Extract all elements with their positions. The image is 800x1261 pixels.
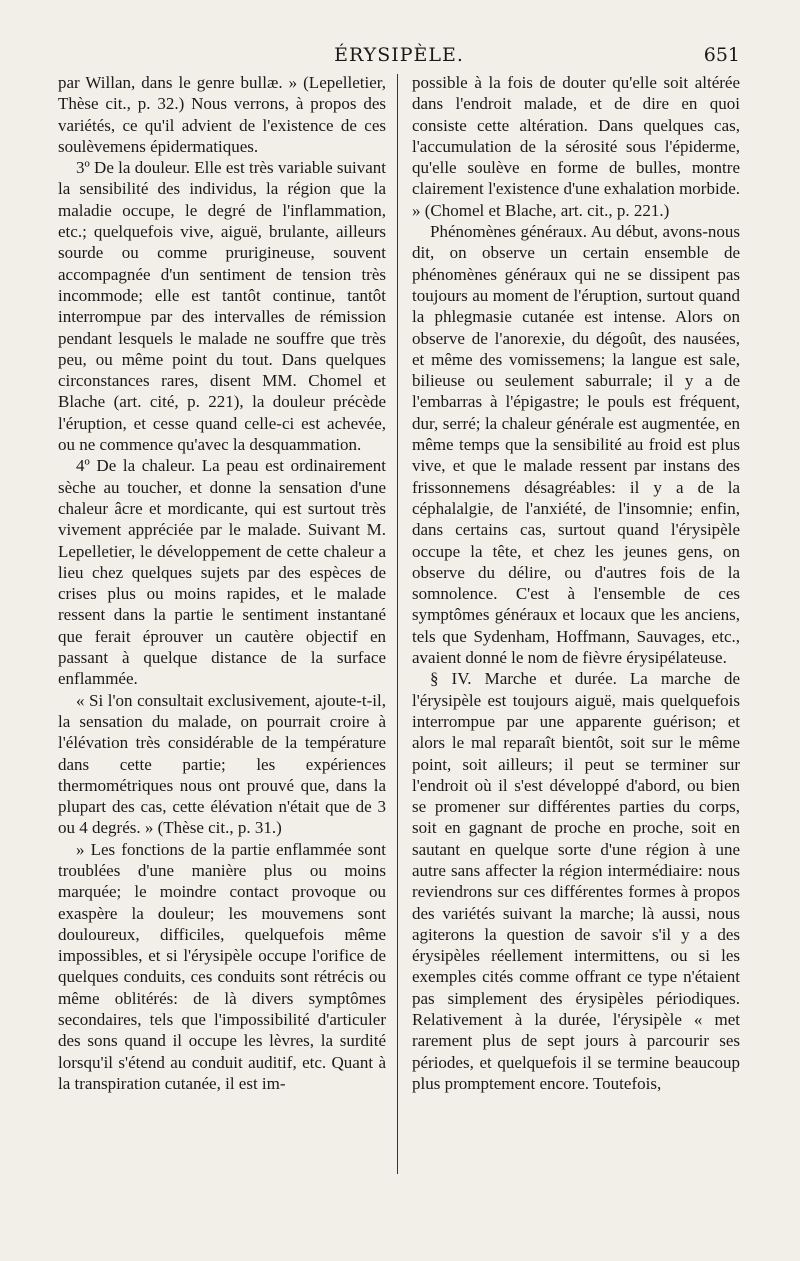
column-divider xyxy=(397,74,398,1174)
paragraph-continuation-right: possible à la fois de douter qu'elle soit altérée dans l'endroit malade, et de dire en quoi consiste cette altération. Dans quelques cas, l'accumulation de la sérosité sous l'épiderme, qu'elle soulève en forme de bulles, montre clairement l'existence d'une exhalation morbide. » (Chomel et Blache, art. cit., p. 221.) xyxy=(412,73,740,220)
paragraph-phenomenes-generaux: Phénomènes généraux. Au début, avons-nous dit, on observe un certain ensemble de phénomènes généraux qui ne se dissipent pas toujours au moment de l'éruption, surtout quand la phlegmasie cutanée est intense. Alors on observe de l'anorexie, du dégoût, des nausées, et même des vomissemens; la langue est sale, bilieuse ou seulement saburrale; il y a de l'embarras à l'épigastre; le pouls est fréquent, dur, serré; la chaleur générale est augmentée, en même temps que la sensibilité au froid est plus vive, et que le malade ressent par instans des frissonnemens désagréables: il y a de la céphalalgie, de l'anxiété, de l'insomnie; enfin, dans certains cas, surtout quand l'érysipèle occupe la tête, et chez les jeunes gens, on observe du délire, ou d'autres fois de la somnolence. C'est à l'ensemble de ces symptômes généraux et locaux que les anciens, tels que Sydenham, Hoffmann, Sauvages, etc., avaient donné le nom de fièvre érysipélateuse. xyxy=(412,222,740,668)
page-header xyxy=(58,44,740,70)
paragraph-fonctions: » Les fonctions de la partie enflammée sont troublées d'une manière plus ou moins marquée; le moindre contact provoque ou exaspère la douleur; les mouvemens sont douloureux, difficiles, quelquefois même impossibles, et si l'érysipèle occupe l'orifice de quelques conduits, ces conduits sont rétrécis ou même oblitérés: de là divers symptômes secondaires, tels que l'impossibilité d'articuler des sons quand il occupe les lèvres, la surdité lorsqu'il s'étend au conduit auditif, etc. Quant à la transpiration cutanée, il est im- xyxy=(58,839,386,1093)
right-column xyxy=(412,72,740,1094)
left-column xyxy=(58,72,386,1094)
paragraph-douleur: 3º De la douleur. Elle est très variable suivant la sensibilité des individus, la région que la maladie occupe, le degré de l'inflammation, etc.; quelquefois vive, aiguë, brulante, ailleurs sourde ou comme prurigineuse, souvent accompagnée d'un sentiment de tension très incommode; elle est tantôt continue, tantôt interrompue par des intervalles de rémission pendant lesquels le malade ne souffre que très peu, ou même point du tout. Dans quelques circonstances rares, disent MM. Chomel et Blache (art. cité, p. 221), la douleur précède l'éruption, et cesse quand celle-ci est achevée, ou ne commence qu'avec la desquammation. xyxy=(58,158,386,455)
paragraph-quote-lepelletier: « Si l'on consultait exclusivement, ajoute-t-il, la sensation du malade, on pourrait croire à l'élévation très considérable de la température dans cette partie; les expériences thermométriques nous ont prouvé que, dans la plupart des cas, cette élévation n'était que de 3 ou 4 degrés. » (Thèse cit., p. 31.) xyxy=(58,690,386,838)
page-number: 651 xyxy=(703,44,740,66)
paragraph-chaleur: 4º De la chaleur. La peau est ordinairement sèche au toucher, et donne la sensation d'une chaleur âcre et mordicante, qui est surtout très vivement appréciée par le malade. Suivant M. Lepelletier, le développement de cette chaleur a lieu chez quelques sujets par des espèces de crises plus ou moins rapides, et le malade ressent dans la partie le sentiment instantané que ferait éprouver un cautère objectif en passant à quelque distance de la surface enflammée. xyxy=(58,456,386,689)
running-title: ÉRYSIPÈLE. xyxy=(334,44,464,66)
paragraph-marche-duree: § IV. Marche et durée. La marche de l'érysipèle est toujours aiguë, mais quelquefois interrompue par une apparente guérison; et alors le mal reparaît bientôt, soit sur le même point, soit ailleurs; il peut se terminer sur l'endroit où il s'est développé d'abord, ou bien se promener sur différentes parties du corps, soit en gagnant de proche en proche, soit en sautant en quelque sorte d'une région à une autre sans affecter la région intermédiaire: nous reviendrons sur ces différentes formes à propos des variétés suivant la marche; là aussi, nous agiterons la question de savoir s'il y a des érysipèles réellement intermittens, ou si les exemples cités comme offrant ce type n'étaient pas simplement des érysipèles périodiques. Relativement à la durée, l'érysipèle « met rarement plus de sept jours à parcourir ses périodes, et quelquefois il se termine beaucoup plus promptement encore. Toutefois, xyxy=(412,669,740,1093)
paragraph-continuation: par Willan, dans le genre bullæ. » (Lepelletier, Thèse cit., p. 32.) Nous verrons, à propos des variétés, ce qu'il advient de l'existence de ces soulèvemens épidermatiques. xyxy=(58,73,386,156)
